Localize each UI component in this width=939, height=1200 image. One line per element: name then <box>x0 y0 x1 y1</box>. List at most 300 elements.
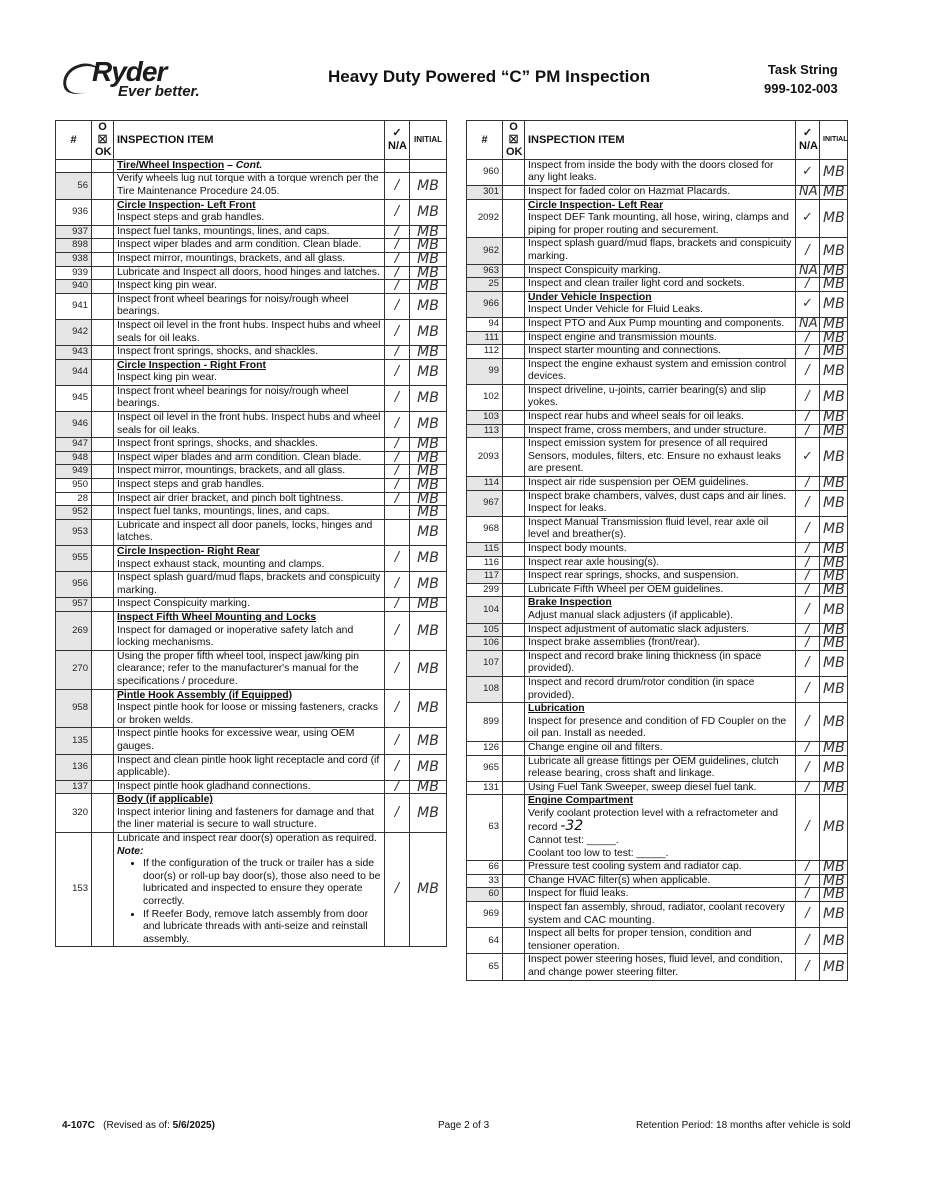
initials-field[interactable]: MB <box>410 506 447 520</box>
inspection-item <box>525 516 796 542</box>
na-checkmark[interactable]: ✓ <box>796 199 820 238</box>
item-number: 939 <box>56 266 92 280</box>
na-checkmark[interactable]: / <box>385 252 410 266</box>
ok-checkbox[interactable] <box>92 465 114 479</box>
na-checkmark[interactable]: / <box>385 546 410 572</box>
na-checkmark[interactable]: / <box>796 477 820 491</box>
na-checkmark[interactable]: / <box>796 703 820 742</box>
na-checkmark[interactable]: / <box>385 346 410 360</box>
ok-checkbox[interactable] <box>503 411 525 425</box>
initials-field[interactable]: MB <box>410 385 447 411</box>
initials-field[interactable]: MB <box>410 280 447 294</box>
ok-checkbox[interactable] <box>92 293 114 319</box>
initials-field[interactable]: MB <box>410 572 447 598</box>
col-item-header: INSPECTION ITEM <box>525 121 796 160</box>
ok-checkbox[interactable] <box>503 795 525 861</box>
initials-field[interactable]: MB <box>410 492 447 506</box>
inspection-item <box>114 252 385 266</box>
ok-checkbox[interactable] <box>92 173 114 199</box>
table-row <box>56 754 447 780</box>
initials-field[interactable]: MB <box>820 238 848 264</box>
ok-checkbox[interactable] <box>503 874 525 888</box>
item-text: Inspect DEF Tank mounting, all hose, wiring, clamps and piping for proper routing and securement. <box>528 212 789 236</box>
item-number: 955 <box>56 546 92 572</box>
ok-checkbox[interactable] <box>503 199 525 238</box>
na-checkmark[interactable]: / <box>796 238 820 264</box>
initials-field[interactable]: MB <box>820 902 848 928</box>
item-number: 115 <box>467 543 503 557</box>
item-text: Pressure test cooling system and radiator cap. <box>528 861 742 873</box>
item-number: 941 <box>56 293 92 319</box>
col-num-header: # <box>467 121 503 160</box>
table-row <box>56 199 447 225</box>
initials-field[interactable]: MB <box>410 266 447 280</box>
initials-field[interactable]: MB <box>410 346 447 360</box>
initials-field[interactable]: MB <box>820 159 848 185</box>
section-heading: Brake Inspection <box>528 597 612 609</box>
na-checkmark[interactable]: / <box>385 650 410 689</box>
initials-field[interactable]: MB <box>820 331 848 345</box>
item-number: 116 <box>467 556 503 570</box>
initials-field[interactable]: MB <box>820 795 848 861</box>
initials-field[interactable]: MB <box>410 546 447 572</box>
na-checkmark[interactable]: / <box>796 490 820 516</box>
ok-checkbox[interactable] <box>92 438 114 452</box>
initials-field[interactable]: MB <box>820 516 848 542</box>
na-checkmark[interactable]: / <box>796 597 820 623</box>
inspection-item <box>525 741 796 755</box>
ryder-logo <box>62 56 232 106</box>
initials-field[interactable]: MB <box>410 780 447 794</box>
ok-checkbox[interactable] <box>92 833 114 947</box>
initials-field[interactable]: MB <box>820 556 848 570</box>
ok-checkbox[interactable] <box>92 754 114 780</box>
ok-checkbox[interactable] <box>503 583 525 597</box>
na-checkmark[interactable]: / <box>385 359 410 385</box>
table-row <box>56 465 447 479</box>
ok-checkbox[interactable] <box>503 741 525 755</box>
na-checkmark[interactable]: / <box>796 556 820 570</box>
na-checkmark[interactable]: / <box>385 754 410 780</box>
table-row <box>467 556 848 570</box>
na-checkmark[interactable]: / <box>796 795 820 861</box>
initials-field[interactable]: MB <box>820 623 848 637</box>
ok-checkbox[interactable] <box>92 239 114 253</box>
initials-field[interactable]: MB <box>410 754 447 780</box>
ok-checkbox[interactable] <box>503 902 525 928</box>
right-inspection-table-wrap <box>466 120 848 981</box>
na-checkmark[interactable]: / <box>796 928 820 954</box>
na-checkmark[interactable]: / <box>385 280 410 294</box>
initials-field[interactable]: MB <box>410 239 447 253</box>
na-checkmark[interactable] <box>385 506 410 520</box>
item-text: Adjust manual slack adjusters (if applicable). <box>528 609 734 621</box>
ok-checkbox[interactable] <box>92 794 114 833</box>
table-row <box>56 225 447 239</box>
ok-checkbox[interactable] <box>92 689 114 728</box>
table-row <box>467 238 848 264</box>
ok-checkbox[interactable] <box>503 928 525 954</box>
table-row <box>56 438 447 452</box>
ok-checkbox[interactable] <box>92 650 114 689</box>
initials-field[interactable]: MB <box>410 598 447 612</box>
initials-field[interactable]: MB <box>820 781 848 795</box>
initials-field[interactable]: MB <box>410 199 447 225</box>
ok-checkbox[interactable] <box>503 317 525 331</box>
initials-field[interactable]: MB <box>820 384 848 410</box>
item-text: Inspect for presence and condition of FD Coupler on the oil pan. Install as needed. <box>528 715 787 740</box>
ok-checkbox[interactable] <box>92 159 114 173</box>
item-number: 63 <box>467 795 503 861</box>
ok-checkbox[interactable] <box>92 252 114 266</box>
initials-field[interactable]: MB <box>410 412 447 438</box>
initials-field[interactable]: MB <box>820 438 848 477</box>
ok-checkbox[interactable] <box>92 728 114 754</box>
na-checkmark[interactable]: / <box>796 954 820 980</box>
ok-checkbox[interactable] <box>92 611 114 650</box>
item-number: 949 <box>56 465 92 479</box>
item-text: Inspect and clean pintle hook light receptacle and cord (if applicable). <box>117 754 380 779</box>
na-checkmark[interactable]: / <box>385 199 410 225</box>
col-initial-header: INITIAL <box>410 121 447 160</box>
item-text: Inspect rear springs, shocks, and suspension. <box>528 570 739 582</box>
ok-checkbox[interactable] <box>503 438 525 477</box>
na-checkmark[interactable]: ✓ <box>796 291 820 317</box>
na-checkmark[interactable]: / <box>385 385 410 411</box>
initials-field[interactable]: MB <box>820 650 848 676</box>
ok-checkbox[interactable] <box>503 637 525 651</box>
item-text: Inspect pintle hook for loose or missing fasteners, cracks or broken welds. <box>117 702 379 726</box>
na-checkmark[interactable]: / <box>385 492 410 506</box>
na-checkmark[interactable]: / <box>796 345 820 359</box>
initials-field[interactable]: MB <box>820 345 848 359</box>
na-checkmark[interactable]: / <box>796 358 820 384</box>
na-checkmark[interactable]: / <box>385 412 410 438</box>
initials-field[interactable]: MB <box>410 293 447 319</box>
inspection-item <box>525 650 796 676</box>
item-text: Inspect Manual Transmission fluid level, rear axle oil level and breather(s). <box>528 516 769 541</box>
ok-checkbox[interactable] <box>92 280 114 294</box>
ok-checkbox[interactable] <box>92 479 114 493</box>
initials-field[interactable]: MB <box>820 278 848 292</box>
initials-field[interactable]: MB <box>820 424 848 438</box>
ok-checkbox[interactable] <box>503 650 525 676</box>
initials-field[interactable]: MB <box>410 319 447 345</box>
table-row <box>467 264 848 278</box>
na-checkmark[interactable]: / <box>796 278 820 292</box>
col-na-header: ✓ N/A <box>385 121 410 160</box>
ok-checkbox[interactable] <box>503 238 525 264</box>
na-checkmark[interactable]: / <box>796 623 820 637</box>
initials-field[interactable]: MB <box>410 173 447 199</box>
item-number: 943 <box>56 346 92 360</box>
inspection-item <box>114 280 385 294</box>
initials-field[interactable]: MB <box>410 689 447 728</box>
initials-field[interactable]: MB <box>820 676 848 702</box>
na-checkmark[interactable]: ✓ <box>796 159 820 185</box>
na-checkmark[interactable]: / <box>385 611 410 650</box>
na-checkmark[interactable]: NA <box>796 185 820 199</box>
item-number: 94 <box>467 317 503 331</box>
na-checkmark[interactable]: ✓ <box>796 438 820 477</box>
initials-field[interactable]: MB <box>410 438 447 452</box>
na-checkmark[interactable]: / <box>385 728 410 754</box>
left-inspection-table <box>55 120 447 947</box>
na-checkmark[interactable]: / <box>385 833 410 947</box>
na-checkmark[interactable]: / <box>385 239 410 253</box>
item-text: Inspect front springs, shocks, and shackles. <box>117 438 318 450</box>
initials-field[interactable]: MB <box>820 317 848 331</box>
initials-field[interactable]: MB <box>410 359 447 385</box>
initials-field[interactable]: MB <box>820 570 848 584</box>
item-text: Inspect for damaged or inoperative safety latch and locking mechanisms. <box>117 624 354 649</box>
item-text: Inspect rear hubs and wheel seals for oil leaks. <box>528 411 745 423</box>
coolant-recorded-value[interactable]: -32 <box>560 818 584 835</box>
inspection-item <box>114 572 385 598</box>
table-row <box>56 479 447 493</box>
na-checkmark[interactable]: NA <box>796 264 820 278</box>
col-ok-header: O ☒ OK <box>503 121 525 160</box>
initials-field[interactable]: MB <box>410 650 447 689</box>
ok-checkbox[interactable] <box>503 570 525 584</box>
item-text: Inspect exhaust stack, mounting and clamps. <box>117 558 325 570</box>
initials-field[interactable]: MB <box>820 477 848 491</box>
na-checkmark[interactable] <box>385 159 410 173</box>
ok-checkbox[interactable] <box>503 185 525 199</box>
initials-field[interactable]: MB <box>820 703 848 742</box>
initials-field[interactable]: MB <box>410 225 447 239</box>
initials-field[interactable]: MB <box>820 954 848 980</box>
ok-checkbox[interactable] <box>503 676 525 702</box>
initials-field[interactable]: MB <box>820 861 848 875</box>
item-text: Inspect adjustment of automatic slack adjusters. <box>528 623 750 635</box>
inspection-item <box>525 264 796 278</box>
na-checkmark[interactable]: / <box>385 451 410 465</box>
note-label: Note: <box>117 845 144 857</box>
initials-field[interactable]: MB <box>820 199 848 238</box>
ok-checkbox[interactable] <box>503 556 525 570</box>
initials-field[interactable]: MB <box>820 185 848 199</box>
ok-checkbox[interactable] <box>92 199 114 225</box>
form-id: 4-107C <box>62 1120 95 1131</box>
revised-label: (Revised as of: <box>103 1120 170 1131</box>
na-checkmark[interactable]: / <box>385 293 410 319</box>
na-checkmark[interactable]: / <box>796 755 820 781</box>
initials-field[interactable]: MB <box>820 358 848 384</box>
ok-checkbox[interactable] <box>503 384 525 410</box>
na-checkmark[interactable]: / <box>385 465 410 479</box>
initials-field[interactable]: MB <box>820 637 848 651</box>
ok-checkbox[interactable] <box>92 519 114 545</box>
ok-checkbox[interactable] <box>503 345 525 359</box>
na-checkmark[interactable]: / <box>796 411 820 425</box>
item-text: Inspect air ride suspension per OEM guidelines. <box>528 477 749 489</box>
ok-checkbox[interactable] <box>503 755 525 781</box>
ok-checkbox[interactable] <box>503 264 525 278</box>
ok-checkbox[interactable] <box>92 546 114 572</box>
initials-field[interactable]: MB <box>410 794 447 833</box>
na-checkmark[interactable]: / <box>385 479 410 493</box>
na-checkmark[interactable]: / <box>796 516 820 542</box>
na-checkmark[interactable]: / <box>796 902 820 928</box>
na-checkmark[interactable]: / <box>796 637 820 651</box>
na-checkmark[interactable]: / <box>796 874 820 888</box>
initials-field[interactable]: MB <box>820 490 848 516</box>
na-checkmark[interactable]: / <box>796 888 820 902</box>
na-checkmark[interactable]: / <box>385 794 410 833</box>
ok-checkbox[interactable] <box>92 319 114 345</box>
na-checkmark[interactable]: / <box>796 781 820 795</box>
item-number: 64 <box>467 928 503 954</box>
item-text: Inspect steps and grab handles. <box>117 479 265 491</box>
initials-field[interactable]: MB <box>820 583 848 597</box>
na-checkmark[interactable]: / <box>385 225 410 239</box>
inspection-item <box>525 238 796 264</box>
na-checkmark[interactable]: / <box>796 543 820 557</box>
ok-checkbox[interactable] <box>92 412 114 438</box>
ok-checkbox[interactable] <box>503 490 525 516</box>
table-row <box>467 331 848 345</box>
inspection-item <box>525 331 796 345</box>
item-text: Change engine oil and filters. <box>528 741 663 753</box>
item-number: 66 <box>467 861 503 875</box>
item-text: Inspect steps and grab handles. <box>117 212 265 224</box>
ok-checkbox[interactable] <box>503 477 525 491</box>
ok-checkbox[interactable] <box>92 506 114 520</box>
task-string-label: Task String <box>767 62 838 77</box>
table-row <box>56 546 447 572</box>
na-checkmark[interactable]: / <box>385 173 410 199</box>
ok-checkbox[interactable] <box>92 598 114 612</box>
ok-checkbox[interactable] <box>92 451 114 465</box>
table-row <box>467 861 848 875</box>
initials-field[interactable]: MB <box>410 451 447 465</box>
ok-checkbox[interactable] <box>92 359 114 385</box>
initials-field[interactable]: MB <box>410 728 447 754</box>
ok-checkbox[interactable] <box>92 385 114 411</box>
initials-field[interactable]: MB <box>410 252 447 266</box>
initials-field[interactable]: MB <box>410 519 447 545</box>
ok-checkbox[interactable] <box>503 597 525 623</box>
table-row <box>56 451 447 465</box>
initials-field[interactable]: MB <box>820 264 848 278</box>
initials-field[interactable] <box>410 159 447 173</box>
na-checkmark[interactable]: / <box>796 676 820 702</box>
ok-checkbox[interactable] <box>503 888 525 902</box>
table-row <box>467 637 848 651</box>
ok-checkbox[interactable] <box>92 346 114 360</box>
na-checkmark[interactable]: / <box>796 650 820 676</box>
item-number: 936 <box>56 199 92 225</box>
item-text: Inspect brake chambers, valves, dust caps and air lines. Inspect for leaks. <box>528 490 787 515</box>
table-row <box>467 597 848 623</box>
ok-checkbox[interactable] <box>503 278 525 292</box>
na-checkmark[interactable]: / <box>385 319 410 345</box>
ok-checkbox[interactable] <box>92 780 114 794</box>
na-checkmark[interactable] <box>385 519 410 545</box>
ok-checkbox[interactable] <box>503 424 525 438</box>
form-revision <box>62 1120 215 1131</box>
item-text: Inspect emission system for presence of all required Sensors, modules, filters, etc. Ensure no exhaust leaks are present. <box>528 438 781 475</box>
table-row <box>56 519 447 545</box>
initials-field[interactable]: MB <box>410 611 447 650</box>
ok-checkbox[interactable] <box>503 291 525 317</box>
ok-checkbox[interactable] <box>92 225 114 239</box>
na-checkmark[interactable]: / <box>796 583 820 597</box>
initials-field[interactable]: MB <box>820 543 848 557</box>
inspection-item <box>114 239 385 253</box>
table-row <box>467 291 848 317</box>
initials-field[interactable]: MB <box>410 465 447 479</box>
na-checkmark[interactable]: / <box>796 331 820 345</box>
inspection-item <box>525 384 796 410</box>
na-checkmark[interactable]: / <box>796 861 820 875</box>
item-number: 269 <box>56 611 92 650</box>
initials-field[interactable]: MB <box>410 833 447 947</box>
ok-checkbox[interactable] <box>503 358 525 384</box>
item-text: Verify coolant protection level with a refractometer and record <box>528 807 779 834</box>
ok-checkbox[interactable] <box>503 623 525 637</box>
initials-field[interactable]: MB <box>820 411 848 425</box>
ok-checkbox[interactable] <box>503 703 525 742</box>
item-number: 111 <box>467 331 503 345</box>
na-checkmark[interactable]: / <box>385 438 410 452</box>
ok-checkbox[interactable] <box>503 331 525 345</box>
inspection-item <box>114 319 385 345</box>
initials-field[interactable]: MB <box>820 888 848 902</box>
table-row <box>467 741 848 755</box>
ok-checkbox[interactable] <box>503 861 525 875</box>
coolant-record-line <box>528 808 792 835</box>
table-row <box>56 252 447 266</box>
na-checkmark[interactable]: / <box>385 266 410 280</box>
initials-field[interactable]: MB <box>820 874 848 888</box>
ok-checkbox[interactable] <box>503 954 525 980</box>
initials-field[interactable]: MB <box>820 291 848 317</box>
item-number: 938 <box>56 252 92 266</box>
na-checkmark[interactable]: / <box>796 384 820 410</box>
na-checkmark[interactable]: NA <box>796 317 820 331</box>
na-checkmark[interactable]: / <box>385 689 410 728</box>
item-text: Inspect and record drum/rotor condition (in space provided). <box>528 676 755 701</box>
ok-checkbox[interactable] <box>503 543 525 557</box>
initials-field[interactable]: MB <box>820 741 848 755</box>
inspection-item <box>525 781 796 795</box>
ok-checkbox[interactable] <box>503 159 525 185</box>
ok-checkbox[interactable] <box>92 572 114 598</box>
initials-field[interactable]: MB <box>820 755 848 781</box>
na-checkmark[interactable]: / <box>385 598 410 612</box>
initials-field[interactable]: MB <box>820 928 848 954</box>
inspection-item <box>114 794 385 833</box>
ok-checkbox[interactable] <box>503 781 525 795</box>
ok-checkbox[interactable] <box>92 266 114 280</box>
inspection-item <box>525 861 796 875</box>
na-checkmark[interactable]: / <box>796 570 820 584</box>
na-checkmark[interactable]: / <box>796 424 820 438</box>
na-checkmark[interactable]: / <box>796 741 820 755</box>
initials-field[interactable]: MB <box>820 597 848 623</box>
ok-checkbox[interactable] <box>503 516 525 542</box>
page-number: Page 2 of 3 <box>438 1120 490 1131</box>
na-checkmark[interactable]: / <box>385 572 410 598</box>
na-checkmark[interactable]: / <box>385 780 410 794</box>
inspection-item <box>114 412 385 438</box>
table-row <box>56 794 447 833</box>
initials-field[interactable]: MB <box>410 479 447 493</box>
table-row <box>56 412 447 438</box>
ok-checkbox[interactable] <box>92 492 114 506</box>
